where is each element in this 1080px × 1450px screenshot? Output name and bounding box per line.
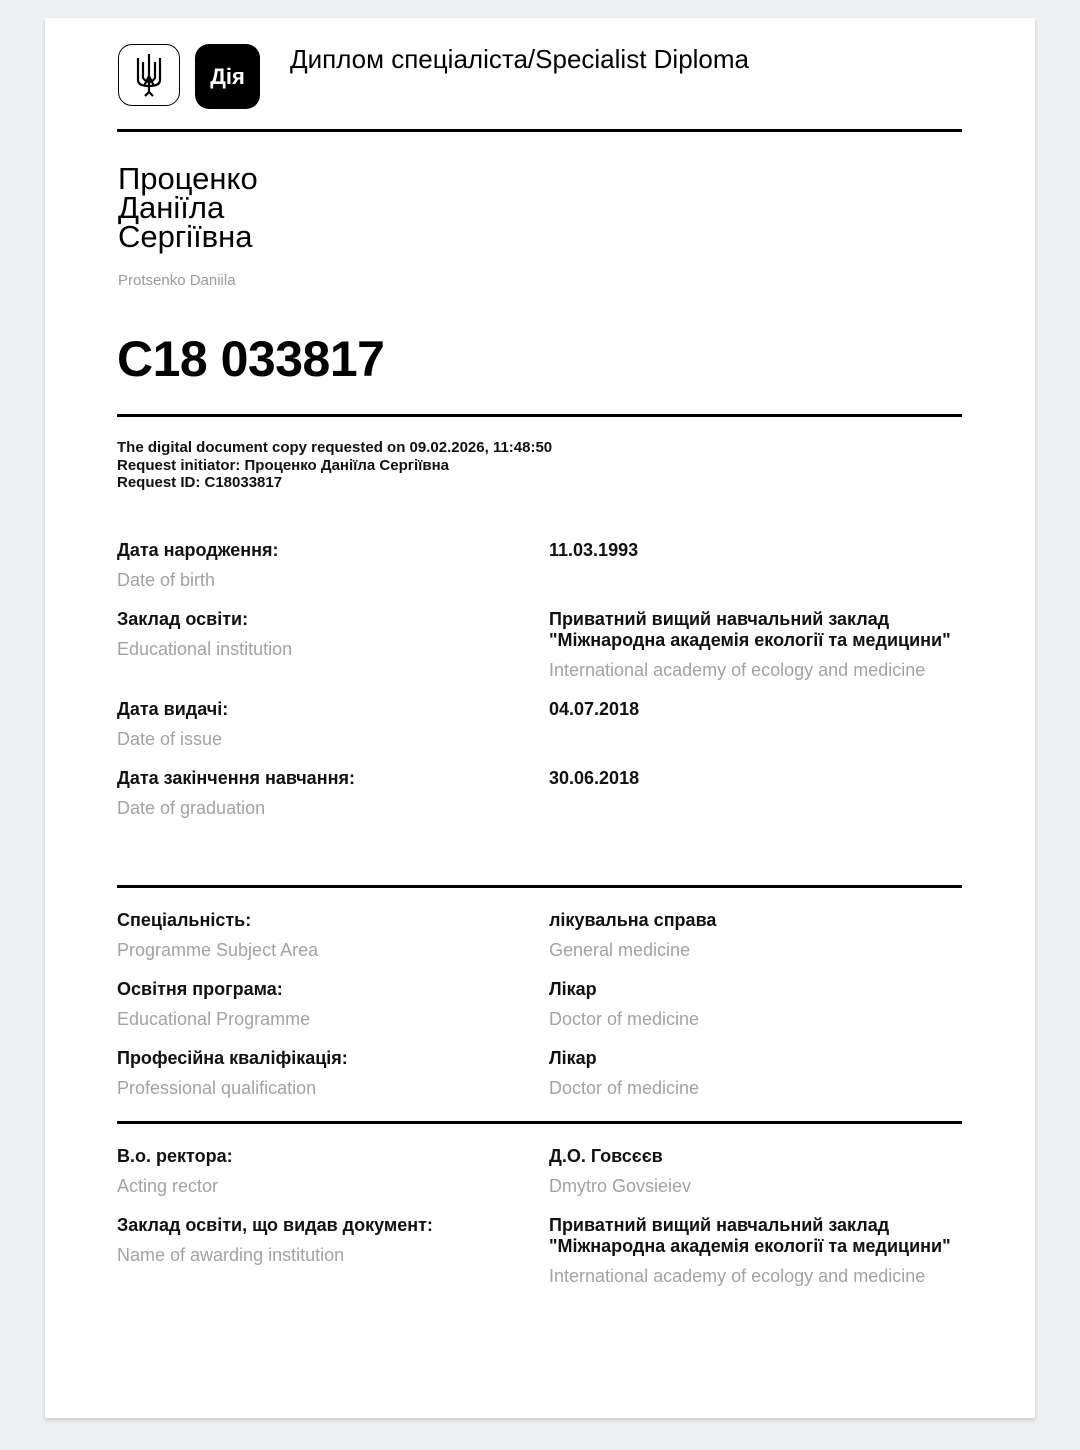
patronymic: Сергіївна — [118, 219, 253, 254]
divider — [117, 885, 962, 888]
holder-name — [118, 161, 258, 254]
field-value: Приватний вищий навчальний заклад "Міжнародна академія екології та медицини" — [549, 609, 951, 650]
field-value-col — [549, 540, 962, 591]
field-value-col — [549, 1146, 962, 1197]
field-row — [117, 768, 962, 819]
field-value: 30.06.2018 — [549, 768, 640, 788]
field-value-col — [549, 609, 962, 681]
field-label: Дата закінчення навчання: — [117, 768, 355, 788]
field-value-en: International academy of ecology and medicine — [549, 1266, 926, 1286]
field-value-col — [549, 768, 962, 819]
diploma-number: С18 033817 — [117, 331, 385, 387]
field-row — [117, 699, 962, 750]
field-value: Приватний вищий навчальний заклад "Міжнародна академія екології та медицини" — [549, 1215, 951, 1256]
request-date: The digital document copy requested on 09.02.2026, 11:48:50 — [117, 439, 553, 456]
field-label-col — [117, 910, 549, 961]
field-value-col — [549, 1215, 962, 1287]
field-label-col — [117, 768, 549, 819]
divider — [117, 129, 962, 132]
field-value-col — [549, 1048, 962, 1099]
field-label-en: Programme Subject Area — [117, 940, 319, 960]
document-page — [45, 18, 1035, 1418]
field-label-en: Educational Programme — [117, 1009, 311, 1029]
field-value-col — [549, 699, 962, 750]
field-value-en: International academy of ecology and medicine — [549, 660, 926, 680]
field-label-en: Date of issue — [117, 729, 223, 749]
latin-name: Protsenko Daniila — [118, 272, 236, 289]
field-label: Освітня програма: — [117, 979, 283, 999]
field-label-en: Name of awarding institution — [117, 1245, 345, 1265]
field-row — [117, 540, 962, 591]
field-label-col — [117, 540, 549, 591]
field-row — [117, 1048, 962, 1099]
field-label-en: Date of birth — [117, 570, 216, 590]
request-info — [117, 439, 552, 492]
field-label-en: Educational institution — [117, 639, 293, 659]
field-value-en: General medicine — [549, 940, 691, 960]
field-label: Заклад освіти, що видав документ: — [117, 1215, 433, 1235]
field-label-col — [117, 979, 549, 1030]
field-row — [117, 1146, 962, 1197]
given-name: Даніїла — [118, 190, 225, 225]
section-programme — [117, 910, 962, 1117]
field-label: Дата народження: — [117, 540, 279, 560]
field-row — [117, 979, 962, 1030]
field-label-col — [117, 1215, 549, 1287]
field-label-col — [117, 609, 549, 681]
field-value-col — [549, 979, 962, 1030]
field-label: Спеціальність: — [117, 910, 252, 930]
request-id: Request ID: С18033817 — [117, 474, 283, 491]
surname: Проценко — [118, 161, 258, 196]
field-label-en: Acting rector — [117, 1176, 219, 1196]
field-label-col — [117, 1048, 549, 1099]
field-label-col — [117, 1146, 549, 1197]
section-authority — [117, 1146, 962, 1305]
field-value: лікувальна справа — [549, 910, 717, 930]
field-label-col — [117, 699, 549, 750]
section-general — [117, 540, 962, 837]
document-title: Диплом спеціаліста/Specialist Diploma — [290, 44, 750, 74]
field-value: Лікар — [549, 979, 597, 999]
field-value-en: Doctor of medicine — [549, 1009, 700, 1029]
field-row — [117, 609, 962, 681]
field-label: Заклад освіти: — [117, 609, 249, 629]
field-row — [117, 1215, 962, 1287]
request-initiator: Request initiator: Проценко Даніїла Сергіївна — [117, 456, 449, 474]
field-label: В.о. ректора: — [117, 1146, 233, 1166]
field-value-en: Dmytro Govsieiev — [549, 1176, 692, 1196]
trident-icon — [118, 44, 180, 106]
field-row — [117, 910, 962, 961]
field-label-en: Professional qualification — [117, 1078, 317, 1098]
field-label: Професійна кваліфікація: — [117, 1048, 348, 1068]
divider — [117, 414, 962, 417]
field-label-en: Date of graduation — [117, 798, 266, 818]
field-value-col — [549, 910, 962, 961]
diia-logo: Дія — [195, 44, 260, 109]
field-value-en: Doctor of medicine — [549, 1078, 700, 1098]
field-label: Дата видачі: — [117, 699, 229, 719]
field-value: 11.03.1993 — [549, 540, 639, 560]
field-value: Д.О. Говсєєв — [549, 1146, 663, 1166]
field-value: 04.07.2018 — [549, 699, 640, 719]
field-value: Лікар — [549, 1048, 597, 1068]
divider — [117, 1121, 962, 1124]
